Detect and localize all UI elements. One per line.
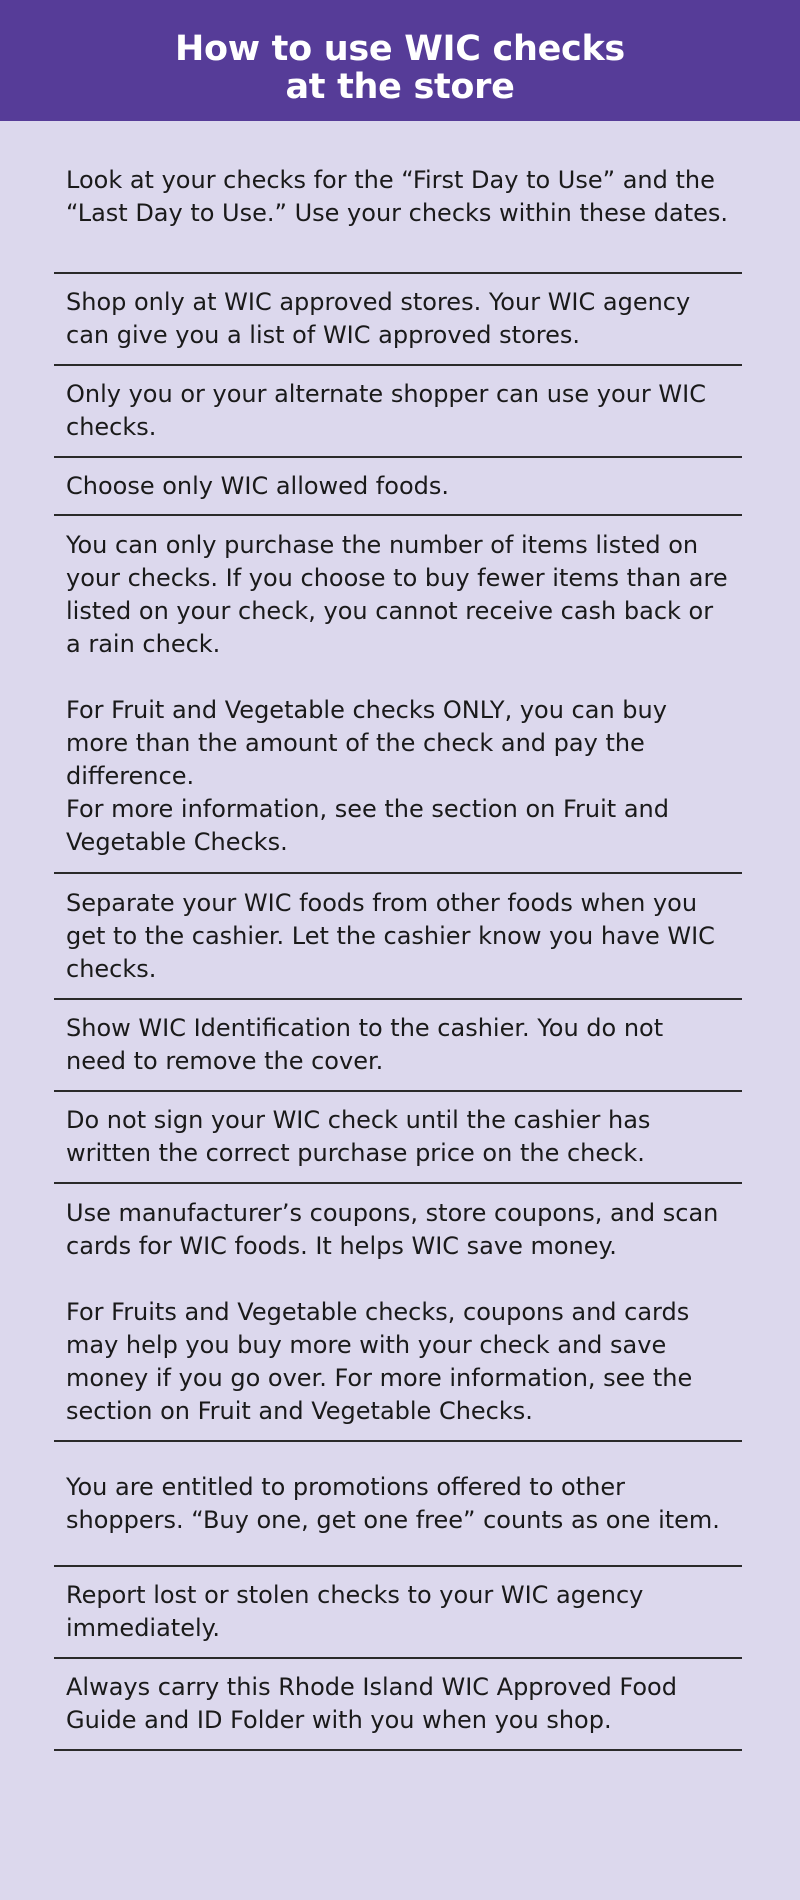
item-text: Use manufacturer’s coupons, store coupons, and scan cards for WIC foods. It helps WIC save money. bbox=[66, 1198, 719, 1260]
list-item bbox=[54, 458, 742, 516]
item-text: Always carry this Rhode Island WIC Approved Food Guide and ID Folder with you when you shop. bbox=[66, 1673, 677, 1734]
list-item bbox=[54, 874, 742, 1000]
instructions-list bbox=[54, 121, 742, 1751]
list-item bbox=[54, 1184, 742, 1442]
list-item bbox=[54, 1442, 742, 1567]
item-text: For Fruits and Vegetable checks, coupons and cards may help you buy more with your check and save money if you go over. For more information, see the section on Fruit and Vegetable Checks. bbox=[66, 1297, 693, 1425]
item-text: For more information, see the section on Fruit and Vegetable Checks. bbox=[66, 795, 669, 856]
item-text: You can only purchase the number of items listed on your checks. If you choose to buy fewer items than are listed on your check, you cannot receive cash back or a rain check. bbox=[66, 531, 728, 658]
page-header bbox=[0, 0, 800, 121]
list-item bbox=[54, 1659, 742, 1751]
item-text: Separate your WIC foods from other foods when you get to the cashier. Let the cashier know you have WIC checks. bbox=[66, 888, 715, 983]
list-item bbox=[54, 1092, 742, 1184]
list-item bbox=[54, 274, 742, 366]
item-text: Do not sign your WIC check until the cashier has written the correct purchase price on the check. bbox=[66, 1106, 651, 1167]
list-item bbox=[54, 1567, 742, 1659]
list-item bbox=[54, 1000, 742, 1092]
item-text: Look at your checks for the “First Day to Use” and the “Last Day to Use.” Use your checks within these dates. bbox=[66, 165, 729, 227]
item-text: For Fruit and Vegetable checks ONLY, you can buy more than the amount of the check and pay the difference. bbox=[66, 696, 667, 790]
item-text: Show WIC Identification to the cashier. You do not need to remove the cover. bbox=[66, 1014, 664, 1075]
list-item bbox=[54, 121, 742, 274]
list-item bbox=[54, 366, 742, 458]
item-text: Report lost or stolen checks to your WIC agency immediately. bbox=[66, 1581, 644, 1642]
item-text: Only you or your alternate shopper can use your WIC checks. bbox=[66, 380, 706, 441]
item-text: Shop only at WIC approved stores. Your WIC agency can give you a list of WIC approved stores. bbox=[66, 288, 691, 349]
page-title bbox=[0, 30, 800, 106]
page-title-line-1: How to use WIC checks bbox=[175, 29, 625, 69]
item-text: You are entitled to promotions offered to other shoppers. “Buy one, get one free” counts as one item. bbox=[66, 1472, 720, 1534]
item-text: Choose only WIC allowed foods. bbox=[66, 471, 449, 500]
page-title-line-2: at the store bbox=[285, 67, 515, 107]
list-item bbox=[54, 516, 742, 874]
